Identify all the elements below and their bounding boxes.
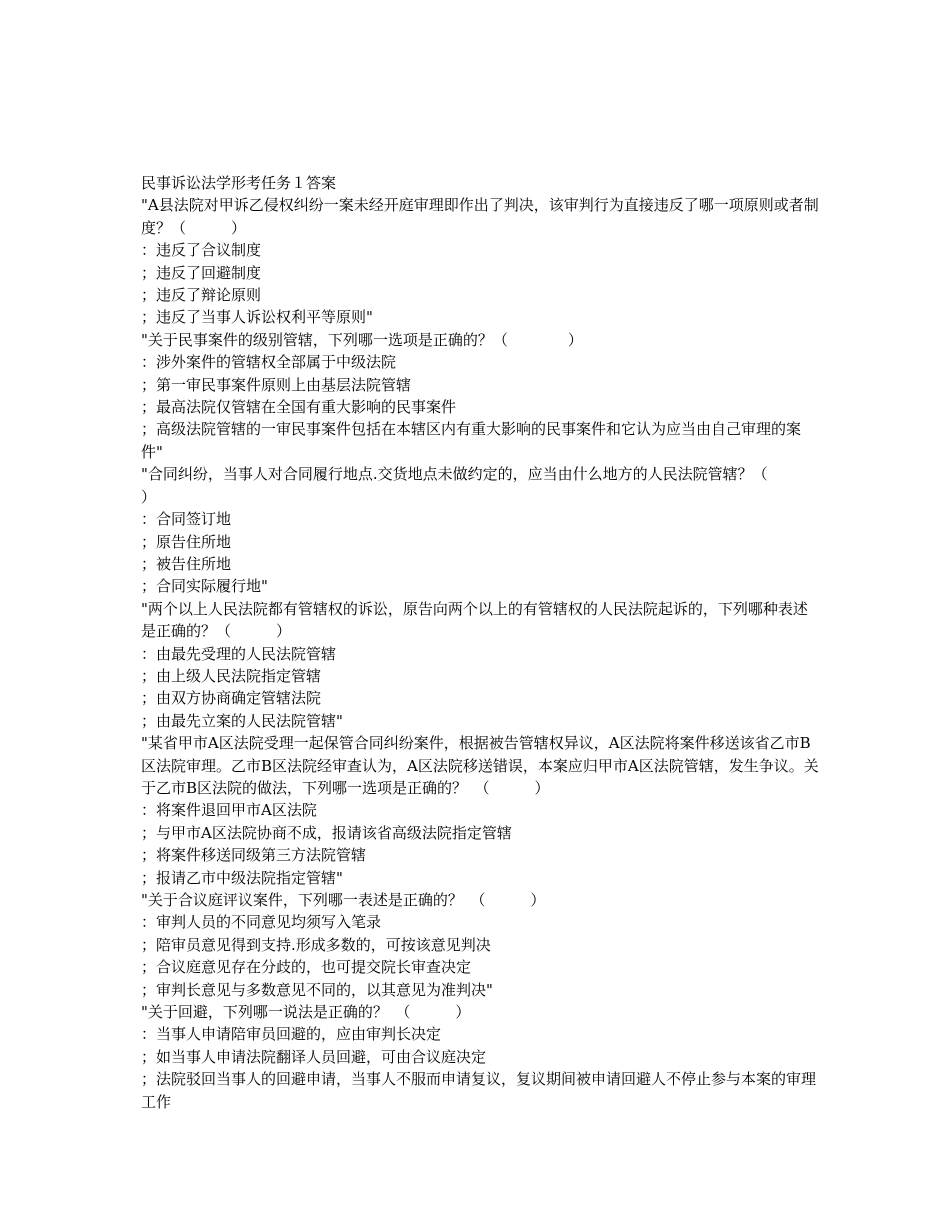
answer-option: ；违反了辩论原则 <box>141 286 262 305</box>
question-stem: "A县法院对甲诉乙侵权纠纷一案未经开庭审理即作出了判决，该审判行为直接违反了哪一项原则或者制度？（ ） <box>141 196 819 237</box>
question-stem: "合同纠纷，当事人对合同履行地点.交货地点未做约定的，应当由什么地方的人民法院管辖？（ ） <box>141 465 828 506</box>
answer-option: ；被告住所地 <box>141 554 232 573</box>
question-stem: "关于民事案件的级别管辖，下列哪一选项是正确的？（ ） <box>141 330 583 349</box>
answer-option: ：由最先受理的人民法院管辖 <box>141 644 337 663</box>
question-4 <box>141 598 821 732</box>
answer-option: ；第一审民事案件原则上由基层法院管辖 <box>141 375 412 394</box>
answer-option: ；由双方协商确定管辖法院 <box>141 689 322 708</box>
answer-option: ；由最先立案的人民法院管辖" <box>141 711 343 730</box>
answer-option: ；高级法院管辖的一审民事案件包括在本辖区内有重大影响的民事案件和它认为应当由自己审理的案件" <box>141 420 802 461</box>
answer-option: ；陪审员意见得到支持.形成多数的，可按该意见判决 <box>141 935 491 954</box>
answer-option: ；合议庭意见存在分歧的，也可提交院长审查决定 <box>141 958 472 977</box>
answer-option: ；法院驳回当事人的回避申请，当事人不服而申请复议，复议期间被申请回避人不停止参与本案的审理工作 <box>141 1070 817 1111</box>
answer-option: ：涉外案件的管辖权全部属于中级法院 <box>141 353 397 372</box>
answer-option: ：违反了合议制度 <box>141 241 262 260</box>
answer-option: ；与甲市A区法院协商不成，报请该省高级法院指定管辖 <box>141 823 512 842</box>
question-2 <box>141 329 821 463</box>
document-title: 民事诉讼法学形考任务１答案 <box>141 174 337 192</box>
document-body <box>141 172 828 1113</box>
question-7 <box>141 1001 821 1113</box>
answer-option: ：当事人申请陪审员回避的，应由审判长决定 <box>141 1025 442 1044</box>
question-6 <box>141 889 821 1001</box>
answer-option: ；合同实际履行地" <box>141 577 268 596</box>
question-stem: "两个以上人民法院都有管辖权的诉讼，原告向两个以上的有管辖权的人民法院起诉的，下列哪种表述是正确的？（ ） <box>141 599 808 641</box>
answer-option: ；由上级人民法院指定管辖 <box>141 666 322 685</box>
answer-option: ；如当事人申请法院翻译人员回避，可由合议庭决定 <box>141 1047 487 1066</box>
answer-option: ；审判长意见与多数意见不同的，以其意见为准判决" <box>141 980 493 999</box>
question-3 <box>141 463 828 597</box>
answer-option: ；违反了回避制度 <box>141 263 262 282</box>
answer-option: ；最高法院仅管辖在全国有重大影响的民事案件 <box>141 398 457 417</box>
question-1 <box>141 194 821 328</box>
question-5 <box>141 732 821 889</box>
question-stem: "关于合议庭评议案件，下列哪一表述是正确的？ （ ） <box>141 891 546 909</box>
answer-option: ；违反了当事人诉讼权利平等原则" <box>141 308 373 327</box>
answer-option: ：审判人员的不同意见均须写入笔录 <box>141 913 382 932</box>
answer-option: ；报请乙市中级法院指定管辖" <box>141 868 343 887</box>
question-stem: "关于回避，下列哪一说法是正确的？ （ ） <box>141 1003 471 1022</box>
answer-option: ：将案件退回甲市A区法院 <box>141 801 317 820</box>
answer-option: ；将案件移送同级第三方法院管辖 <box>141 846 367 865</box>
answer-option: ；原告住所地 <box>141 532 232 551</box>
answer-option: ：合同签订地 <box>141 510 232 529</box>
question-stem: "某省甲市A区法院受理一起保管合同纠纷案件，根据被告管辖权异议，A区法院将案件移送该省乙市B区法院审理。乙市B区法院经审查认为，A区法院移送错误，本案应归甲市A区法院管辖，发生争议。关于乙市B区法院的做法，下列哪一选项是正确的？ （ ） <box>141 734 819 797</box>
